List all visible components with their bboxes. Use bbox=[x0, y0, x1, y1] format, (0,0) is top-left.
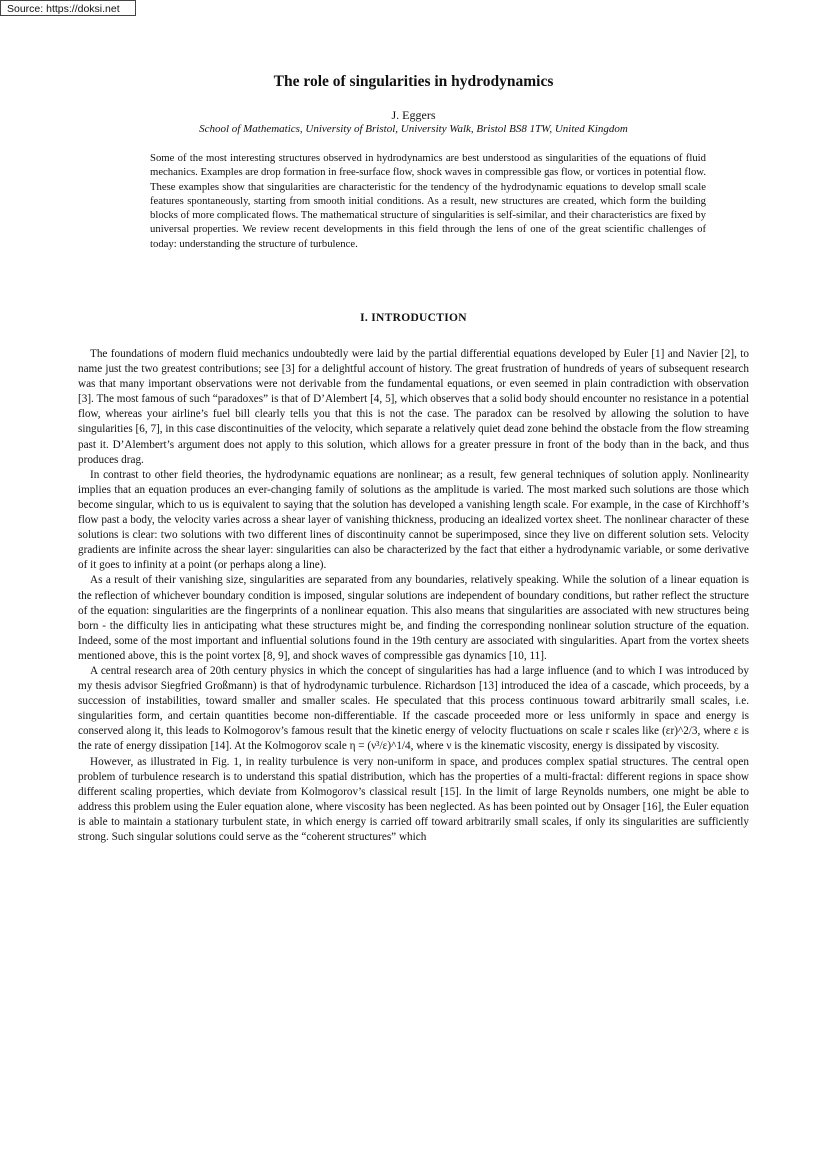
paragraph: As a result of their vanishing size, singularities are separated from any boundaries, relatively speaking. While the solution of a linear equation is the reflection of whichever boundary condition is imposed, singular solutions are independent of boundary conditions, but rather reflect the structure of the equation: singularities are the fingerprints of a nonlinear equation. This also means that singularities are associated with new structures being born - the difficulty lies in anticipating what these structures might be, and finding the corresponding nonlinear solution structure of the equation. Indeed, some of the most important and influential solutions found in the 19th century are associated with singularities. Apart from the vortex sheets mentioned above, this is the point vortex [8, 9], and shock waves of compressible gas dynamics [10, 11]. bbox=[78, 574, 749, 662]
source-label: Source: https://doksi.net bbox=[0, 0, 136, 16]
body-text bbox=[78, 347, 749, 845]
paragraph: The foundations of modern fluid mechanics undoubtedly were laid by the partial differential equations developed by Euler [1] and Navier [2], to name just the two greatest contributions; see [3] for a delightful account of history. The great frustration of hundreds of years of subsequent research was that many important observations were not derivable from the fundamental equations, or even seemed in plain contradiction with observation [3]. The most famous of such “paradoxes” is that of D’Alembert [4, 5], which observes that a solid body should encounter no resistance in a potential flow, whereas your airline’s fuel bill clearly tells you that this is not the case. The paradox can be resolved by allowing the solution to have singularities [6, 7], in this case discontinuities of the velocity, which separate a relatively quiet dead zone behind the obstacle from the flow streaming past it. D’Alembert’s argument does not apply to this solution, which allows for a greater pressure in front of the body than in the back, and thus produces drag. bbox=[78, 348, 749, 466]
paragraph: However, as illustrated in Fig. 1, in reality turbulence is very non-uniform in space, and produces complex spatial structures. The central open problem of turbulence research is to understand this spatial distribution, which has the properties of a multi-fractal: different regions in space show different scaling properties, which deviate from Kolmogorov’s classical result [15]. In the limit of large Reynolds numbers, one might be able to address this problem using the Euler equation alone, where viscosity has been neglected. As has been pointed out by Onsager [16], the Euler equation is able to maintain a stationary turbulent state, in which energy is carried off toward arbitrarily small scales, if only its singularities are sufficiently strong. Such singular solutions could serve as the “coherent structures” which bbox=[78, 755, 749, 843]
author-affiliation: School of Mathematics, University of Bristol, University Walk, Bristol BS8 1TW, United Kingdom bbox=[199, 123, 628, 135]
paper-title: The role of singularities in hydrodynamics bbox=[273, 73, 554, 90]
paragraph: A central research area of 20th century physics in which the concept of singularities has had a large influence (and to which I was introduced by my thesis advisor Siegfried Großmann) is that of hydrodynamic turbulence. Richardson [13] introduced the idea of a cascade, which proceeds, by a succession of instabilities, toward smaller and smaller scales. He speculated that this process continuous toward arbitrarily small scales, i.e. singularities form, and certain quantities become non-differentiable. If the cascade proceeded more or less uniformly in space and energy is conserved along it, this leads to Kolmogorov’s famous result that the kinetic energy of velocity fluctuations on scale r scales like (εr)^2/3, where ε is the rate of energy dissipation [14]. At the Kolmogorov scale η = (ν³/ε)^1/4, where ν is the kinematic viscosity, energy is dissipated by viscosity. bbox=[78, 664, 749, 753]
abstract: Some of the most interesting structures observed in hydrodynamics are best understood as singularities of the equations of fluid mechanics. Examples are drop formation in free-surface flow, shock waves in compressible gas flow, or vortices in potential flow. These examples show that singularities are characteristic for the tendency of the hydrodynamic equations to develop small scale features spontaneously, starting from smooth initial conditions. As a result, new structures are created, which form the building blocks of more complicated flows. The mathematical structure of singularities is self-similar, and their characteristics are fixed by universal properties. We review recent developments in this field through the lens of one of the great scientific challenges of today: understanding the structure of turbulence. bbox=[150, 152, 706, 250]
paragraph: In contrast to other field theories, the hydrodynamic equations are nonlinear; as a result, few general techniques of solution apply. Nonlinearity implies that an equation produces an ever-changing family of solutions as the amplitude is varied. The most marked such solutions are those which become singular, which to us is equivalent to saying that the solution has developed a vanishing length scale. For example, in the case of Kirchhoff’s flow past a body, the velocity varies across a shear layer of vanishing thickness, producing an idealized vortex sheet. The nonlinear character of these solutions is clear: two solutions with two different lines of discontinuity cannot be superimposed, since they live on different solution sets. Velocity gradients are infinite across the shear layer: singularities can also be characterized by the fact that either a hydrodynamic variable, or some derivative of it goes to infinity at a point (or perhaps along a line). bbox=[78, 468, 749, 572]
author-name: J. Eggers bbox=[391, 108, 436, 122]
section-heading: I. INTRODUCTION bbox=[360, 312, 467, 324]
